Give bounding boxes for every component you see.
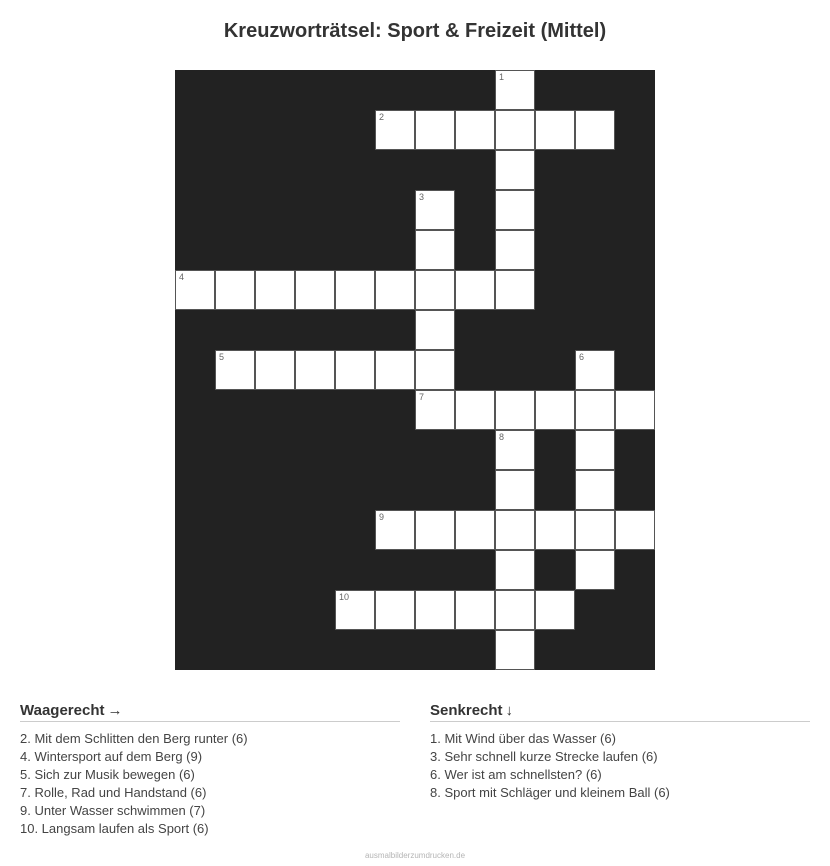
crossword-cell[interactable] <box>495 110 535 150</box>
crossword-cell[interactable] <box>415 590 455 630</box>
across-heading-label: Waagerecht <box>20 702 105 719</box>
crossword-cell[interactable] <box>335 350 375 390</box>
crossword-cell[interactable] <box>335 270 375 310</box>
crossword-cell[interactable] <box>535 110 575 150</box>
crossword-cell[interactable] <box>495 190 535 230</box>
crossword-cell[interactable] <box>615 510 655 550</box>
across-clue: 9. Unter Wasser schwimmen (7) <box>20 803 206 818</box>
clue-number: 8 <box>499 432 505 442</box>
crossword-cell[interactable] <box>375 510 415 550</box>
down-clue: 6. Wer ist am schnellsten? (6) <box>430 767 602 782</box>
clue-number: 7 <box>419 392 425 402</box>
crossword-cell[interactable] <box>215 350 255 390</box>
clue-number: 6 <box>579 352 585 362</box>
crossword-cell[interactable] <box>495 70 535 110</box>
crossword-cell[interactable] <box>495 270 535 310</box>
clue-number: 1 <box>499 72 505 82</box>
crossword-cell[interactable] <box>575 550 615 590</box>
crossword-cell[interactable] <box>335 590 375 630</box>
crossword-cell[interactable] <box>495 150 535 190</box>
crossword-cell[interactable] <box>575 510 615 550</box>
across-clues <box>20 702 400 838</box>
crossword-cell[interactable] <box>575 430 615 470</box>
crossword-cell[interactable] <box>295 350 335 390</box>
crossword-cell[interactable] <box>375 110 415 150</box>
across-clue: 4. Wintersport auf dem Berg (9) <box>20 749 203 764</box>
arrow-right-icon: → <box>107 702 123 719</box>
crossword-cell[interactable] <box>255 270 295 310</box>
crossword-cell[interactable] <box>495 430 535 470</box>
crossword-cell[interactable] <box>375 590 415 630</box>
crossword-cell[interactable] <box>415 390 455 430</box>
crossword-cell[interactable] <box>615 390 655 430</box>
crossword-cell[interactable] <box>215 270 255 310</box>
crossword-cell[interactable] <box>575 470 615 510</box>
down-clue: 1. Mit Wind über das Wasser (6) <box>430 731 616 746</box>
crossword-cell[interactable] <box>535 390 575 430</box>
across-clue: 7. Rolle, Rad und Handstand (6) <box>20 785 207 800</box>
clue-number: 2 <box>379 112 385 122</box>
crossword-cell[interactable] <box>375 270 415 310</box>
crossword-cell[interactable] <box>455 510 495 550</box>
crossword-cell[interactable] <box>495 390 535 430</box>
clue-number: 9 <box>379 512 385 522</box>
crossword-cell[interactable] <box>455 590 495 630</box>
across-heading <box>20 702 400 722</box>
crossword-cell[interactable] <box>415 350 455 390</box>
crossword-cell[interactable] <box>455 390 495 430</box>
arrow-down-icon: ↓ <box>505 702 514 719</box>
clue-number: 3 <box>419 192 425 202</box>
clue-number: 5 <box>219 352 225 362</box>
crossword-cell[interactable] <box>455 270 495 310</box>
crossword-cell[interactable] <box>575 390 615 430</box>
crossword-cell[interactable] <box>415 510 455 550</box>
crossword-cell[interactable] <box>415 190 455 230</box>
crossword-cell[interactable] <box>495 630 535 670</box>
crossword-grid <box>175 70 655 670</box>
crossword-cell[interactable] <box>535 590 575 630</box>
crossword-cell[interactable] <box>415 110 455 150</box>
crossword-cell[interactable] <box>415 270 455 310</box>
crossword-cell[interactable] <box>495 550 535 590</box>
down-heading-label: Senkrecht <box>430 702 503 719</box>
crossword-cell[interactable] <box>495 510 535 550</box>
crossword-cell[interactable] <box>575 350 615 390</box>
crossword-cell[interactable] <box>495 470 535 510</box>
crossword-cell[interactable] <box>535 510 575 550</box>
down-clue: 8. Sport mit Schläger und kleinem Ball (6) <box>430 785 670 800</box>
crossword-cell[interactable] <box>255 350 295 390</box>
crossword-cell[interactable] <box>495 590 535 630</box>
clue-number: 10 <box>339 592 350 602</box>
crossword-cell[interactable] <box>575 110 615 150</box>
clue-number: 4 <box>179 272 185 282</box>
crossword-cell[interactable] <box>415 310 455 350</box>
crossword-cell[interactable] <box>175 270 215 310</box>
down-clue: 3. Sehr schnell kurze Strecke laufen (6) <box>430 749 658 764</box>
across-clue: 10. Langsam laufen als Sport (6) <box>20 821 209 836</box>
crossword-cell[interactable] <box>495 230 535 270</box>
footer-credit: ausmalbilderzumdrucken.de <box>364 851 466 860</box>
down-clues <box>430 702 810 802</box>
crossword-cell[interactable] <box>375 350 415 390</box>
across-clue: 2. Mit dem Schlitten den Berg runter (6) <box>20 731 248 746</box>
crossword-cell[interactable] <box>415 230 455 270</box>
crossword-cell[interactable] <box>455 110 495 150</box>
page-title: Kreuzworträtsel: Sport & Freizeit (Mittel) <box>223 20 607 42</box>
across-clue: 5. Sich zur Musik bewegen (6) <box>20 767 195 782</box>
down-heading <box>430 702 810 722</box>
crossword-cell[interactable] <box>295 270 335 310</box>
